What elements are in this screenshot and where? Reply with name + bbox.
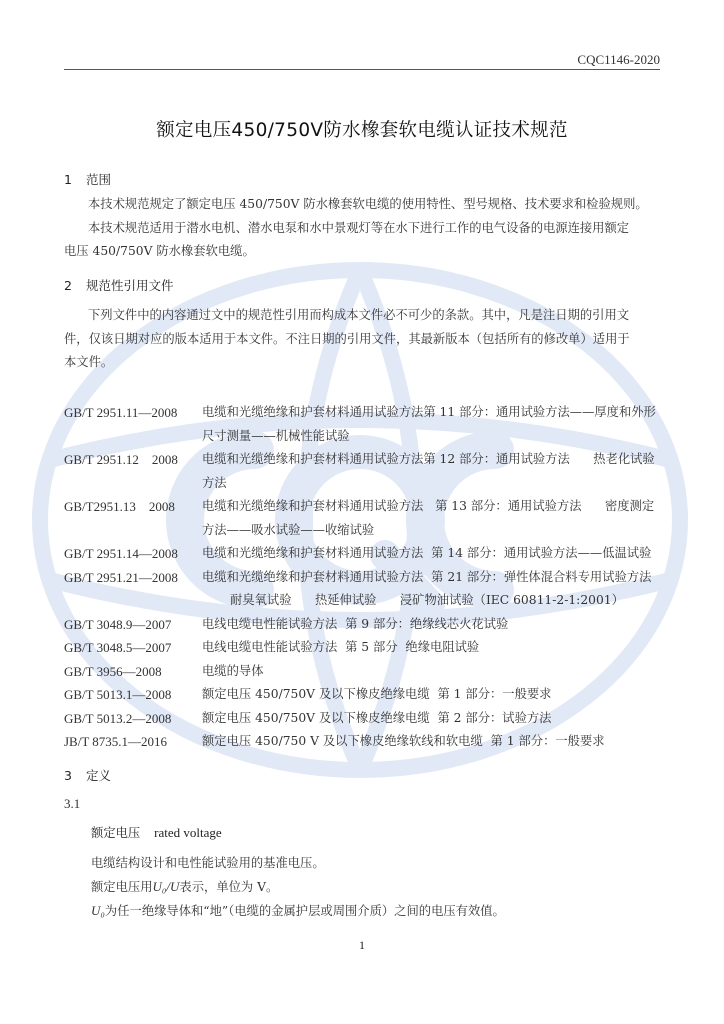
reference-item <box>64 660 664 684</box>
reference-code: GB/T 5013.1—2008 <box>64 687 172 702</box>
reference-title-continuation: 耐臭氧试验 热延伸试验 浸矿物油试验（IEC 60811-2-1:2001） <box>230 593 624 607</box>
section-heading-normative-references <box>64 276 174 294</box>
clause-number: 3.1 <box>64 796 81 811</box>
reference-item <box>64 542 664 566</box>
reference-title-block <box>202 566 664 613</box>
voltage-symbol: U₀/U <box>152 879 180 894</box>
reference-title-continuation: 方法 <box>202 475 227 490</box>
page-number: 1 <box>359 938 365 952</box>
reference-item <box>64 707 664 731</box>
reference-code: GB/T 2951.11—2008 <box>64 405 178 420</box>
reference-item <box>64 566 664 613</box>
section-title: 规范性引用文件 <box>85 278 174 293</box>
reference-title: 电缆和光缆绝缘和护套材料通用试验方法第 12 部分：通用试验方法 热老化试验 <box>202 452 655 466</box>
reference-code: JB/T 8735.1—2016 <box>64 734 168 749</box>
reference-title-block <box>202 401 664 448</box>
scope-paragraphs <box>64 193 660 264</box>
term-english: rated voltage <box>154 825 222 840</box>
definition-text: 额定电压用 <box>91 880 153 894</box>
definition-line-2 <box>91 877 661 895</box>
reference-code: GB/T 2951.12 2008 <box>64 452 178 467</box>
reference-title: 电缆和光缆绝缘和护套材料通用试验方法 第 14 部分：通用试验方法——低温试验 <box>202 546 652 560</box>
reference-code: GB/T 2951.14—2008 <box>64 546 178 561</box>
reference-item <box>64 636 664 660</box>
reference-title: 电缆和光缆绝缘和护套材料通用试验方法第 11 部分：通用试验方法——厚度和外形 <box>202 405 656 419</box>
reference-list <box>64 401 664 754</box>
reference-item <box>64 495 664 542</box>
section-number: 1 <box>64 172 72 187</box>
section-number: 3 <box>64 768 72 783</box>
reference-title: 额定电压 450/750V 及以下橡皮绝缘电缆 第 1 部分：一般要求 <box>202 687 552 701</box>
normative-intro-line-1: 下列文件中的内容通过文中的规范性引用而构成本文件必不可少的条款。其中，凡是注日期的引用文 <box>88 308 630 322</box>
normative-intro-line-3: 本文件。 <box>64 355 114 369</box>
reference-title: 额定电压 450/750 V 及以下橡皮绝缘软线和软电缆 第 1 部分：一般要求 <box>202 734 605 748</box>
reference-item <box>64 401 664 448</box>
definition-text: 为任一绝缘导体和“地”（电缆的金属护层或周围介质）之间的电压有效值。 <box>104 904 505 918</box>
reference-code: GB/T 3956—2008 <box>64 663 162 679</box>
reference-title-block <box>202 495 664 542</box>
document-title: 额定电压450/750V防水橡套软电缆认证技术规范 <box>156 120 568 141</box>
document-code: CQC1146-2020 <box>577 52 660 67</box>
term-chinese: 额定电压 <box>91 826 141 840</box>
reference-title: 电线电缆电性能试验方法 第 9 部分：绝缘线芯火花试验 <box>202 616 509 631</box>
section-title: 范围 <box>85 172 111 187</box>
scope-paragraph-2-line-2: 电压 450/750V 防水橡套软电缆。 <box>64 244 255 258</box>
section-heading-scope <box>64 170 111 188</box>
normative-intro <box>64 304 660 375</box>
reference-item <box>64 613 664 637</box>
normative-intro-line-2: 件，仅该日期对应的版本适用于本文件。不注日期的引用文件，其最新版本（包括所有的修改单）适用于 <box>64 331 630 346</box>
reference-item <box>64 730 664 754</box>
definition-line-1: 电缆结构设计和电性能试验用的基准电压。 <box>91 856 325 870</box>
reference-code: GB/T 2951.21—2008 <box>64 569 178 585</box>
header-rule <box>64 69 660 70</box>
scope-paragraph-1: 本技术规范规定了额定电压 450/750V 防水橡套软电缆的使用特性、型号规格、技术要求和检验规则。 <box>88 197 648 211</box>
definition-line-3 <box>91 901 661 919</box>
reference-title: 电缆和光缆绝缘和护套材料通用试验方法 第 21 部分：弹性体混合料专用试验方法 <box>202 569 652 584</box>
reference-title: 电缆的导体 <box>202 663 264 678</box>
reference-title: 电线电缆电性能试验方法 第 5 部分 绝缘电阻试验 <box>202 640 480 654</box>
reference-code: GB/T 5013.2—2008 <box>64 710 172 726</box>
definition-text: 表示，单位为 V。 <box>179 880 279 894</box>
scope-paragraph-2-line-1: 本技术规范适用于潜水电机、潜水电泵和水中景观灯等在水下进行工作的电气设备的电源连接用额定 <box>88 220 630 235</box>
reference-title: 电缆和光缆绝缘和护套材料通用试验方法 第 13 部分：通用试验方法 密度测定 <box>202 499 655 513</box>
reference-code: GB/T2951.13 2008 <box>64 499 175 514</box>
reference-item <box>64 683 664 707</box>
section-heading-definitions <box>64 766 111 784</box>
reference-code: GB/T 3048.9—2007 <box>64 616 172 632</box>
reference-code: GB/T 3048.5—2007 <box>64 640 172 655</box>
reference-title-block <box>202 448 664 495</box>
reference-item <box>64 448 664 495</box>
reference-title: 额定电压 450/750V 及以下橡皮绝缘电缆 第 2 部分：试验方法 <box>202 710 552 725</box>
term-entry <box>91 823 222 841</box>
reference-title-continuation: 方法——吸水试验——收缩试验 <box>202 522 375 537</box>
section-title: 定义 <box>85 768 111 783</box>
section-number: 2 <box>64 278 72 293</box>
voltage-symbol: U₀ <box>91 903 105 918</box>
reference-title-continuation: 尺寸测量——机械性能试验 <box>202 428 350 443</box>
